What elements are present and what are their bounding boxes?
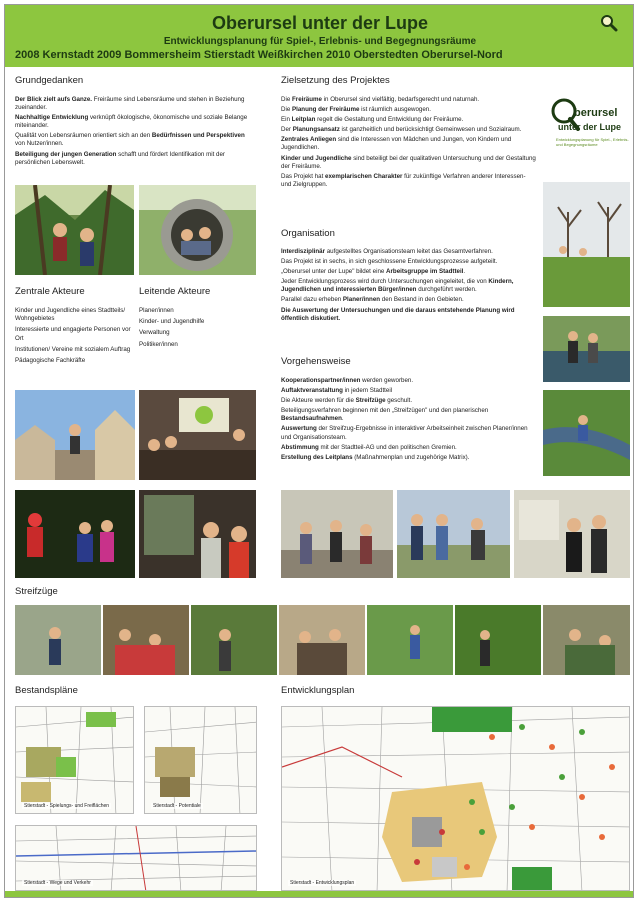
poster-subtitle: Entwicklungsplanung für Spiel-, Erlebnis- und Begegnungsräume: [163, 36, 477, 47]
map-caption: Stierstadt - Wege und Verkehr: [24, 880, 91, 886]
list-item: Institutionen/ Vereine mit sozialem Auftrag: [15, 345, 131, 353]
project-years: 2008 Kernstadt 2009 Bommersheim Stierstadt Weißkirchen 2010 Oberstedten Oberursel-Nord: [15, 49, 503, 61]
list-item: Interessierte und engagierte Personen vor Ort: [15, 326, 131, 342]
map-caption: Stierstadt - Potentiale: [153, 803, 201, 809]
list-item: Pädagogische Fachkräfte: [15, 357, 86, 365]
photo-outdoor-group: [397, 490, 510, 578]
zielsetzung-text: Die Freiräume in Oberursel sind vielfältig, bedarfsgerecht und naturnah. Die Planung der Freiräume ist räumlich ausgewogen. Ein Leitplan regelt die Gestaltung und Entwicklung der Freiräume. Der Planungsansatz ist ganzheitlich und berücksichtigt Gemeinwesen und Sozialraum. Zentrales Anliegen sind die Interessen von Mädchen und Jungen, von Kindern und Jugendlichen. Kinder und Jugendliche sind beteiligt bei der qualitativen Untersuchung und der Gestaltung der Freiräume. Das Projekt hat exemplarischen Charakter für zukünftige Verfahren anderer Interessen- und Zielgruppen.: [281, 96, 536, 188]
map-spielflaechen: [15, 706, 134, 814]
heading-streifzuege: Streifzüge: [15, 586, 58, 597]
map-wege-verkehr: [15, 825, 257, 891]
map-caption: Stierstadt - Spielungs- und Freiflächen: [24, 803, 110, 809]
map-potentiale: [144, 706, 257, 814]
photo-presentation: [139, 490, 256, 578]
photo-night-walk: [15, 490, 135, 578]
list-item: Verwaltung: [139, 329, 170, 337]
heading-grundgedanken: Grundgedanken: [15, 75, 84, 86]
zentrale-akteure-list: [15, 307, 133, 365]
map-potentiale-drawing: [145, 707, 257, 814]
list-item: Planer/innen: [139, 307, 174, 314]
heading-zielsetzung: Zielsetzung des Projektes: [281, 75, 390, 86]
organisation-text: Interdisziplinär aufgestelltes Organisationsteam leitet das Gesamtverfahren. Das Projekt ist in sechs, in sich geschlossene Entwicklungsprozesse aufgeteilt. „Oberursel unter der Lupe" bildet eine Arbeitsgruppe im Stadtteil. Jeder Entwicklungsprozess wird durch Untersuchungen eingeleitet, die von Kindern, Jugendlichen und interessierten Bürger/innen durchgeführt werden. Parallel dazu erheben Planer/innen den Bestand in den Gebieten. Die Auswertung der Untersuchungen und die daraus entstehende Planung wird öffentlich diskutiert.: [281, 248, 515, 322]
map-caption: Stierstadt - Entwicklungsplan: [290, 880, 355, 886]
footer-bar: [5, 891, 634, 897]
photo-children-pipe: [139, 185, 256, 275]
photo-pond-group: [543, 316, 630, 382]
photo-stream: [543, 390, 630, 476]
streifzuege-photo-strip: [15, 605, 630, 675]
heading-leitende-akteure: Leitende Akteure: [139, 286, 211, 297]
poster-title: Oberursel unter der Lupe: [211, 13, 429, 33]
photo-old-town: [15, 390, 135, 480]
photo-children-climbing: [15, 185, 134, 275]
project-logo: [548, 97, 630, 153]
grundgedanken-text: Der Blick zielt aufs Ganze. Freiräume sind Lebensräume und stehen in Beziehung zueinander. Nachhaltige Entwicklung verknüpft ökologische, ökonomische und soziale Belange miteinander. Qualität von Lebensräumen orientiert sich an den Bedürfnissen und Perspektiven von Nutzer/innen. Beteiligung der jungen Generation schafft und fördert Identifikation mit der persönlichen Lebenswelt.: [15, 96, 248, 166]
heading-entwicklungsplan: Entwicklungsplan: [281, 685, 355, 696]
magnifier-icon: [600, 14, 618, 32]
map-entwicklungsplan-drawing: [282, 707, 630, 891]
heading-bestandsplaene: Bestandspläne: [15, 685, 78, 696]
heading-zentrale-akteure: Zentrale Akteure: [15, 286, 85, 297]
list-item: Kinder- und Jugendhilfe: [139, 318, 205, 326]
photo-exhibition: [514, 490, 630, 578]
heading-vorgehensweise: Vorgehensweise: [281, 356, 351, 367]
map-entwicklungsplan: [281, 706, 630, 891]
poster: [4, 4, 634, 898]
heading-organisation: Organisation: [281, 228, 335, 239]
vorgehensweise-text: Kooperationspartner/innen werden geworben. Auftaktveranstaltung in jedem Stadtteil Die Akteure werden für die Streifzüge geschult. Beteiligungsverfahren beginnen mit den „Streifzügen" und den planerischen Bestandsaufnahmen. Auswertung der Streifzug-Ergebnisse in interaktiver Arbeitseinheit zwischen Planer/innen und Organisationsteam. Abstimmung mit der Stadtteil-AG und den politischen Gremien. Erstellung des Leitplans (Maßnahmenplan und zugehörige Matrix).: [281, 377, 528, 461]
map-spielflaechen-drawing: [16, 707, 134, 814]
photo-winter-trees: [543, 182, 630, 307]
list-item: Kinder und Jugendliche eines Stadtteils/ Wohngebietes: [15, 307, 126, 323]
leitende-akteure-list: [139, 307, 257, 349]
photo-gathering: [281, 490, 393, 578]
logo-line1: berursel: [574, 107, 618, 119]
logo-line2: unter der Lupe: [558, 122, 622, 132]
photo-meeting-room: [139, 390, 256, 480]
logo-tagline: Entwicklungsplanung für Spiel-, Erlebnis- und Begegnungsräume: [556, 137, 629, 147]
list-item: Politiker/innen: [139, 340, 178, 348]
